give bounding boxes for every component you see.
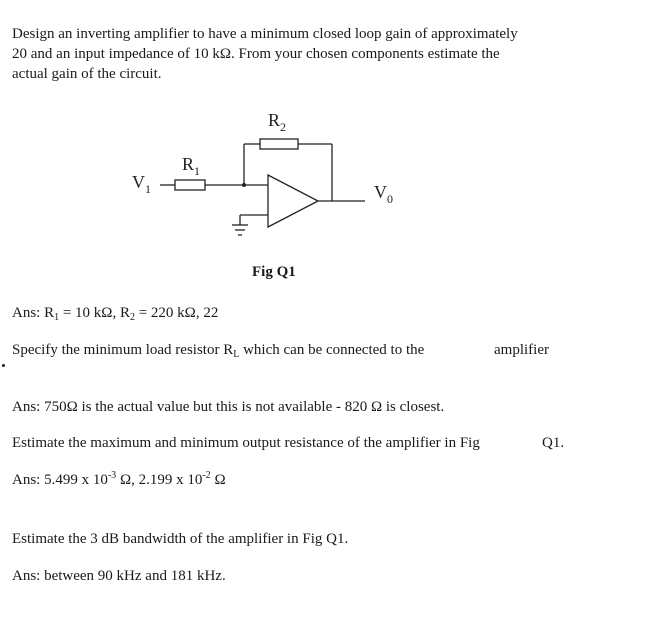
vout-label: $V_0$ (374, 182, 393, 206)
question-4: Estimate the 3 dB bandwidth of the amplifier in Fig Q1. (12, 531, 349, 547)
question-2: Specify the minimum load resistor $R_L$ which can be connected to the (12, 342, 425, 360)
r2-resistor (260, 139, 298, 149)
answer-1: Ans: $R_1 = 10$ kΩ, $R_2 = 220$ kΩ, 22 (12, 305, 219, 323)
inverting-amplifier-circuit (120, 100, 420, 250)
vin-label: $V_1$ (132, 172, 151, 196)
op-amp-triangle (268, 175, 318, 227)
answer-4: Ans: between 90 kHz and 181 kHz. (12, 568, 226, 584)
r2-label: $R_2$ (268, 110, 287, 134)
question-3-end: Q1. (542, 435, 565, 451)
figure-caption: Fig Q1 (252, 264, 296, 280)
question-3: Estimate the maximum and minimum output resistance of the amplifier in Fig (12, 435, 480, 451)
question-paragraph (12, 24, 612, 84)
stray-dot (2, 364, 5, 367)
question-line-3: actual gain of the circuit. (12, 66, 162, 82)
r1-label: $R_1$ (182, 154, 201, 178)
question-2-end: amplifier (494, 342, 549, 358)
junction-dot (242, 183, 246, 187)
r1-resistor (175, 180, 205, 190)
question-line-2: 20 and an input impedance of 10 kΩ. From your chosen components estimate the (12, 46, 500, 62)
answer-3: Ans: 5.499 x $10^{-3}$ Ω, 2.199 x $10^{-2}$ Ω (12, 470, 226, 488)
answer-2: Ans: 750Ω is the actual value but this is not available - 820 Ω is closest. (12, 399, 445, 415)
question-line-1: Design an inverting amplifier to have a minimum closed loop gain of approximately (12, 26, 518, 42)
